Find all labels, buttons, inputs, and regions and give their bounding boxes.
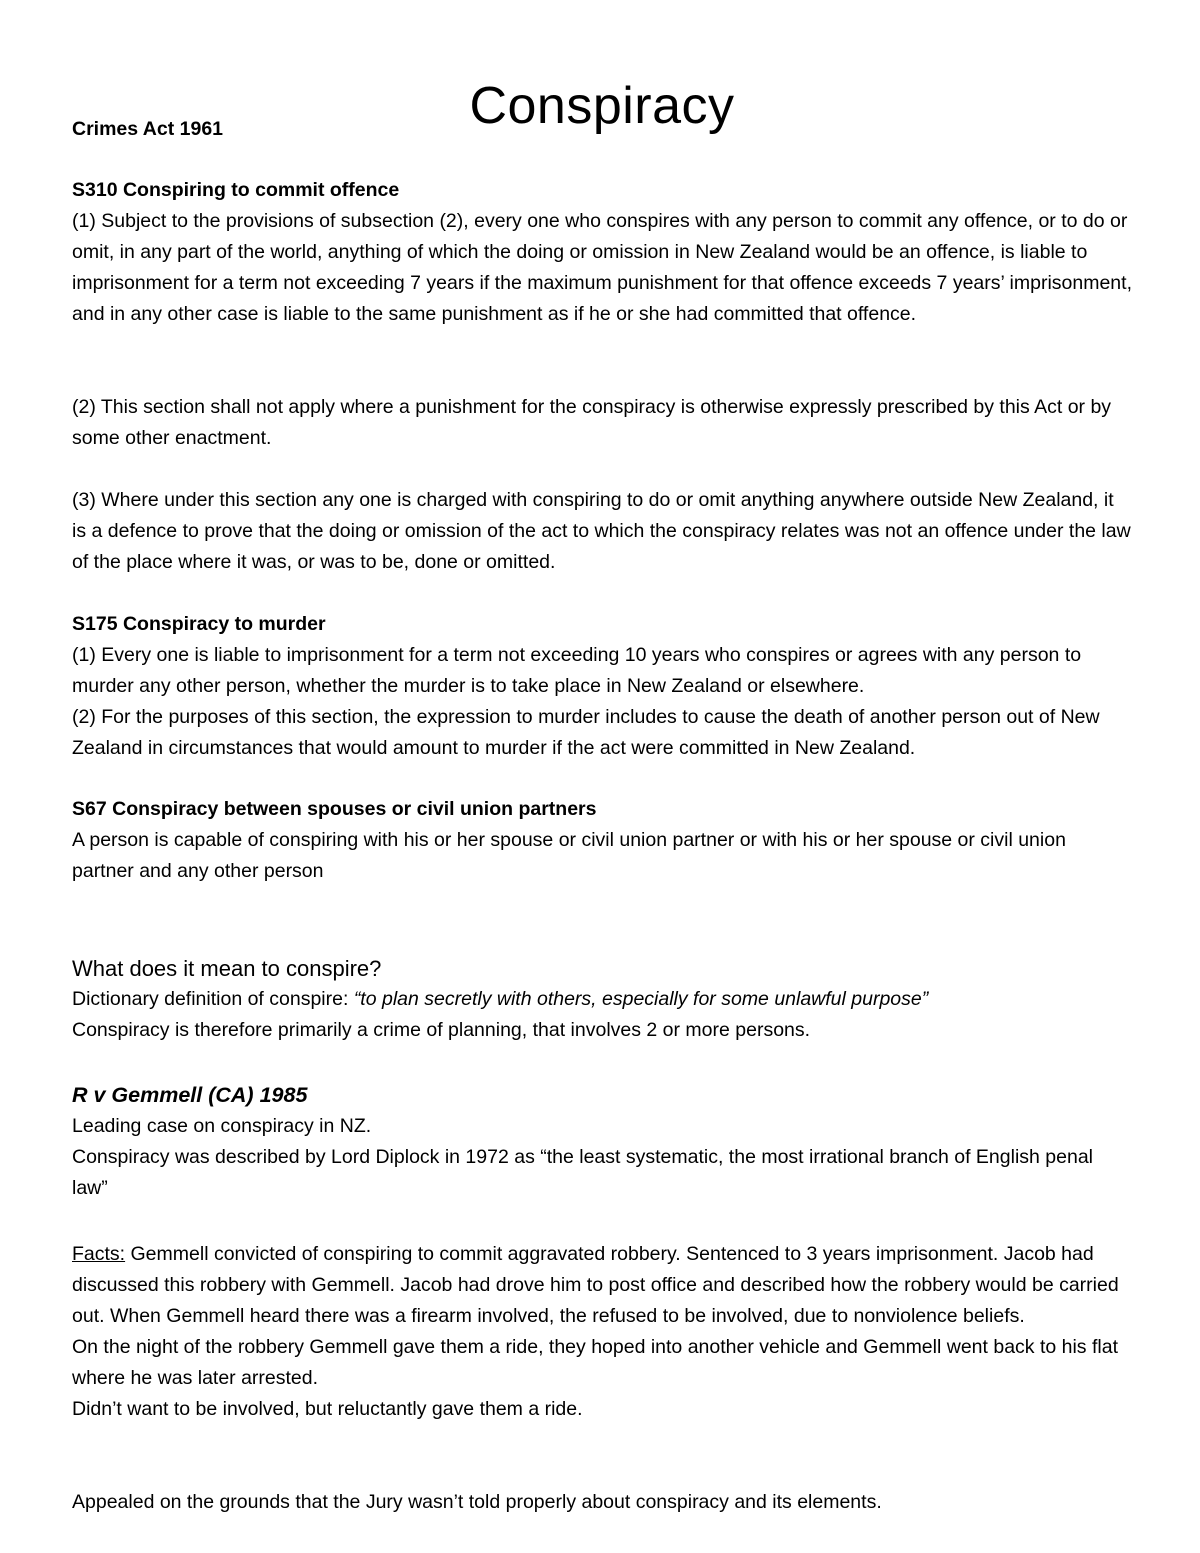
section-s67 (72, 794, 1132, 887)
facts-reluctant: Didn’t want to be involved, but reluctantly gave them a ride. (72, 1398, 583, 1420)
s175-subsection-2: (2) For the purposes of this section, the expression to murder includes to cause the death of another person out of New Zealand in circumstances that would amount to murder if the act were committed in New Zealand. (72, 706, 1100, 759)
page-title: Conspiracy (469, 76, 735, 135)
dictionary-definition (72, 984, 1132, 1015)
act-heading: Crimes Act 1961 (72, 118, 224, 140)
case-section (72, 1080, 1132, 1204)
facts-night: On the night of the robbery Gemmell gave them a ride, they hoped into another vehicle and Gemmell went back to his flat where he was later arrested. (72, 1336, 1118, 1389)
section-s175 (72, 609, 1132, 764)
s310-subsection-2: (2) This section shall not apply where a punishment for the conspiracy is otherwise expressly prescribed by this Act or by some other enactment. (72, 396, 1112, 449)
s310-subsection-1: (1) Subject to the provisions of subsection (2), every one who conspires with any person to commit any offence, or to do or omit, in any part of the world, anything of which the doing or omission in New Zealand would be an offence, is liable to imprisonment for a term not exceeding 7 years if the maximum punishment for that offence exceeds 7 years’ imprisonment, and in any other case is liable to the same punishment as if he or she had committed that offence. (72, 210, 1132, 325)
s175-subsection-1: (1) Every one is liable to imprisonment for a term not exceeding 10 years who conspires or agrees with any person to murder any other person, whether the murder is to take place in New Zealand or elsewhere. (72, 644, 1082, 697)
s67-heading: S67 Conspiracy between spouses or civil union partners (72, 798, 597, 820)
definition-lead: Dictionary definition of conspire: (72, 988, 354, 1010)
case-line-2: Conspiracy was described by Lord Diplock in 1972 as “the least systematic, the most irrational branch of English penal law” (72, 1146, 1094, 1199)
s310-subsection-3: (3) Where under this section any one is charged with conspiring to do or omit anything anywhere outside New Zealand, it is a defence to prove that the doing or omission of the act to which the conspiracy relates was not an offence under the law of the place where it was, or was to be, done or omitted. (72, 489, 1131, 573)
section-s310 (72, 175, 1132, 330)
facts-label: Facts: (72, 1243, 126, 1265)
meaning-summary: Conspiracy is therefore primarily a crime of planning, that involves 2 or more persons. (72, 1019, 811, 1041)
s175-heading: S175 Conspiracy to murder (72, 613, 326, 635)
case-line-1: Leading case on conspiracy in NZ. (72, 1115, 372, 1137)
facts-text: Gemmell convicted of conspiring to commit aggravated robbery. Sentenced to 3 years imprisonment. Jacob had discussed this robbery with Gemmell. Jacob had drove him to post office and described how the robbery would be carried out. When Gemmell heard there was a firearm involved, the refused to be involved, due to nonviolence beliefs. (72, 1243, 1119, 1327)
case-heading: R v Gemmell (CA) 1985 (72, 1083, 308, 1107)
s67-text: A person is capable of conspiring with his or her spouse or civil union partner or with his or her spouse or civil union partner and any other person (72, 829, 1066, 882)
facts-section (72, 1239, 1132, 1425)
definition-quote: “to plan secretly with others, especially for some unlawful purpose” (353, 988, 929, 1010)
appeal-text: Appealed on the grounds that the Jury wasn’t told properly about conspiracy and its elements. (72, 1491, 882, 1513)
facts-paragraph (72, 1239, 1132, 1332)
meaning-heading: What does it mean to conspire? (72, 956, 382, 981)
s310-heading: S310 Conspiring to commit offence (72, 179, 400, 201)
meaning-section (72, 953, 1132, 1046)
